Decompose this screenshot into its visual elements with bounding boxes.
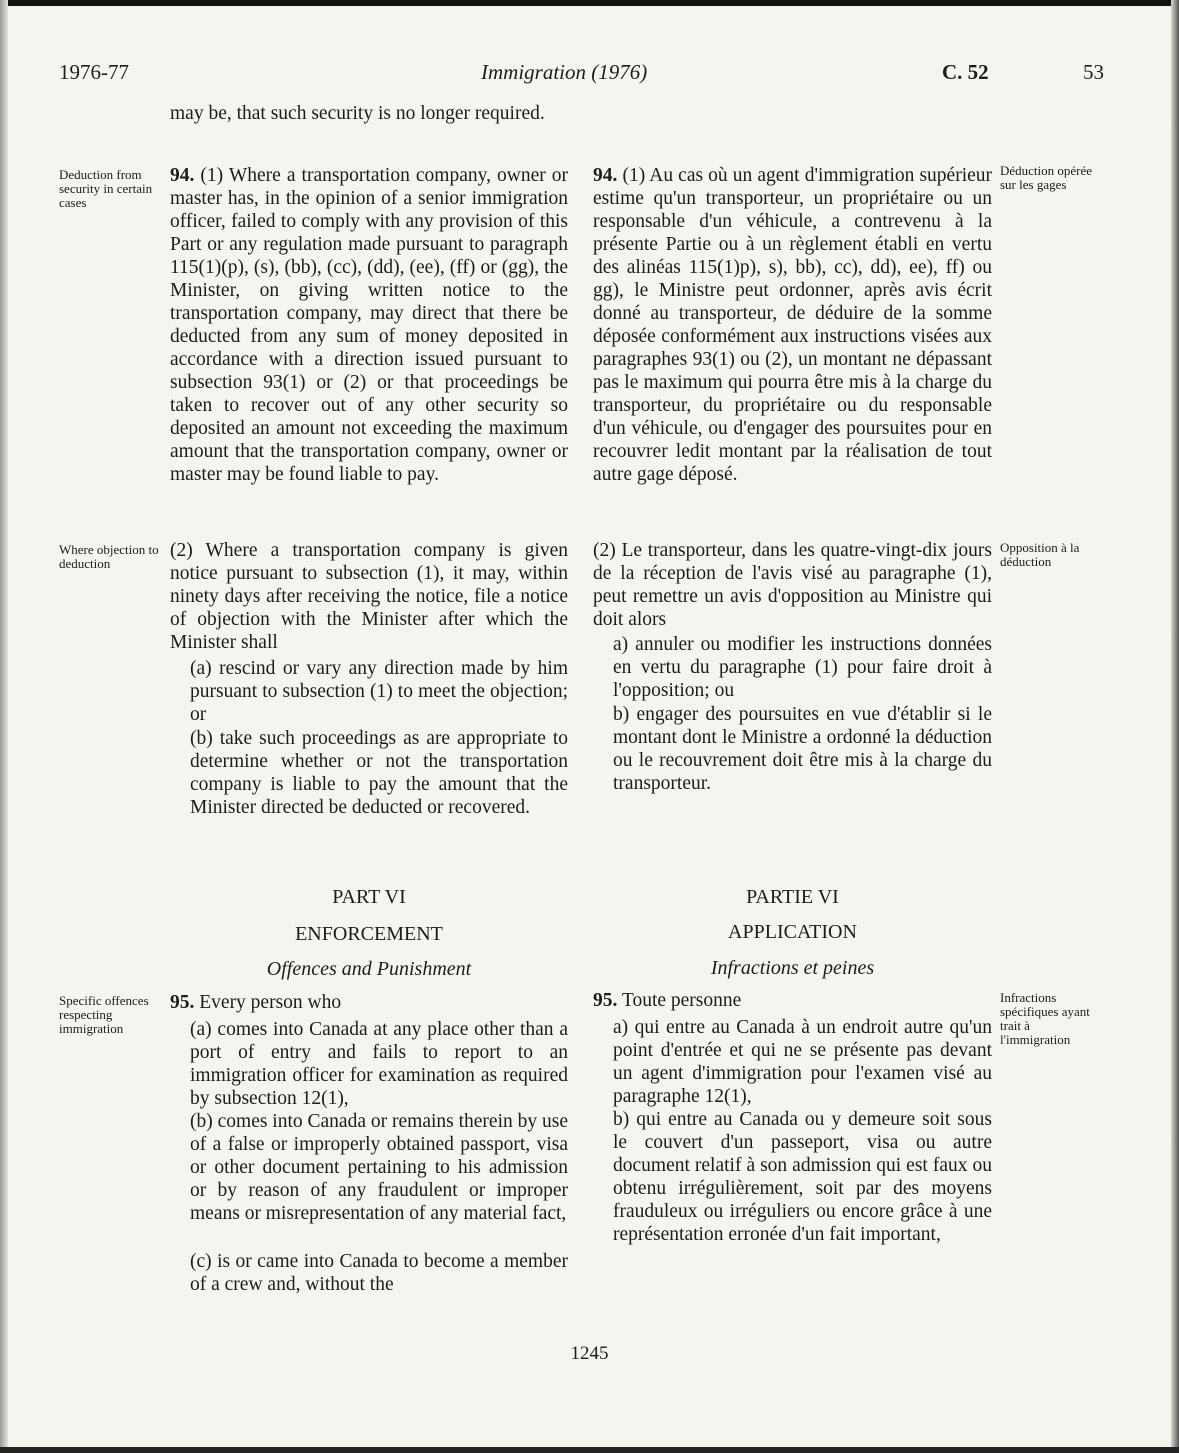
en-section-94-number: 94. <box>170 165 195 186</box>
page-edge-right <box>1171 0 1179 1453</box>
page-edge-left <box>0 0 8 1453</box>
fr-section-94-2-b: b) engager des poursuites en vue d'établir si le montant dont le Ministre a ordonné la déduction ou le recouvrement doit être mis à la charge du transporteur. <box>613 704 992 794</box>
en-subheading: Offences and Punishment <box>266 958 472 980</box>
en-section-94-2-b: (b) take such proceedings as are appropriate to determine whether or not the transportation company is liable to pay the amount that the Minister directed be deducted or recovered. <box>190 728 568 818</box>
fr-section-95-text: Toute personne <box>621 990 742 1011</box>
en-section-95-a: (a) comes into Canada at any place other than a port of entry and fails to report to an immigration officer for examination as required by subsection 12(1), <box>190 1019 568 1109</box>
fr-subheading: Infractions et peines <box>710 957 875 979</box>
fr-part-title: APPLICATION <box>728 921 857 943</box>
en-section-94-1 <box>170 164 568 486</box>
en-margin-note-94: Deduction from security in certain cases <box>59 167 153 210</box>
fr-margin-note-95: Infractions spécifiques ayant trait à l'immigration <box>1000 990 1090 1047</box>
en-section-95-number: 95. <box>170 992 195 1013</box>
fr-section-94-1 <box>593 164 992 486</box>
fr-section-94-number: 94. <box>593 165 618 186</box>
en-section-94-2-a: (a) rescind or vary any direction made by him pursuant to subsection (1) to meet the objection; or <box>190 658 568 725</box>
en-section-95-c: (c) is or came into Canada to become a member of a crew and, without the <box>190 1251 568 1295</box>
folio-page-number: 1245 <box>570 1343 609 1364</box>
running-head-year: 1976-77 <box>59 60 129 84</box>
page-edge-top <box>0 0 1179 6</box>
fr-section-95-b: b) qui entre au Canada ou y demeure soit sous le couvert d'un passeport, visa ou autre document relatif à son admission qui est faux ou obtenu irrégulièrement, soit par des moyens frauduleux ou irréguliers ou encore grâce à une représentation erronée d'un fait important, <box>613 1109 992 1245</box>
en-margin-note-95: Specific offences respecting immigration <box>59 993 149 1036</box>
fr-part-number: PARTIE VI <box>746 886 839 908</box>
running-head-chapter: C. 52 <box>942 60 989 84</box>
en-section-94-1-text: (1) Where a transportation company, owner or master has, in the opinion of a senior immigration officer, failed to comply with any provision of this Part or any regulation made pursuant to paragraph 115(1)(p), (s), (bb), (cc), (dd), (ee), (ff) or (gg), the Minister, on giving written notice to the transportation company, may direct that there be deducted from any sum of money deposited in accordance with a direction issued pursuant to subsection 93(1) or (2) or that proceedings be taken to recover out of any other security so deposited an amount not exceeding the maximum amount that the transportation company, owner or master may be found liable to pay. <box>170 165 569 485</box>
en-section-95-b: (b) comes into Canada or remains therein by use of a false or improperly obtained passport, visa or other document pertaining to his admission or by reason of any fraudulent or improper means or misrepresentation of any material fact, <box>190 1111 568 1224</box>
en-part-number: PART VI <box>332 886 406 908</box>
fr-section-95-a: a) qui entre au Canada à un endroit autre qu'un point d'entrée et qui ne se présente pas devant un agent d'immigration pour l'examen visé au paragraphe 12(1), <box>613 1017 992 1107</box>
running-head-page-number: 53 <box>1083 60 1104 84</box>
fr-margin-note-94-2: Opposition à la déduction <box>1000 540 1080 569</box>
fr-section-95 <box>593 989 992 1012</box>
en-margin-note-94-2: Where objection to deduction <box>59 542 159 571</box>
fr-section-94-1-text: (1) Au cas où un agent d'immigration supérieur estime qu'un transporteur, un propriétaire ou un responsable d'un véhicule, a contrevenu à la présente Partie ou à un règlement établi en vertu des alinéas 115(1)p), s), bb), cc), dd), ee), ff) ou gg), le Ministre peut ordonner, après avis écrit donné au transporteur, de déduire de la somme déposée conformément aux instructions visées aux paragraphes 93(1) ou (2), un montant ne dépassant pas le maximum qui pourra être mis à la charge du transporteur, du propriétaire ou du responsable d'un véhicule, ou d'engager des poursuites pour en recouvrer ledit montant par la réalisation de tout autre gage déposé. <box>593 165 993 485</box>
en-continuation-text: may be, that such security is no longer required. <box>170 103 545 124</box>
page-edge-bottom <box>0 1447 1179 1453</box>
en-section-94-2: (2) Where a transportation company is given notice pursuant to subsection (1), it may, within ninety days after receiving the notice, file a notice of objection with the Minister after which the Minister shall <box>170 540 568 653</box>
running-head-title: Immigration (1976) <box>481 60 648 84</box>
en-section-95 <box>170 991 568 1014</box>
en-section-95-text: Every person who <box>199 992 342 1013</box>
fr-margin-note-94: Déduction opérée sur les gages <box>1000 163 1093 192</box>
fr-section-94-2: (2) Le transporteur, dans les quatre-vingt-dix jours de la réception de l'avis visé au paragraphe (1), peut remettre un avis d'opposition au Ministre qui doit alors <box>593 540 992 630</box>
en-part-title: ENFORCEMENT <box>295 923 443 945</box>
fr-section-95-number: 95. <box>593 990 618 1011</box>
fr-section-94-2-a: a) annuler ou modifier les instructions données en vertu du paragraphe (1) pour faire droit à l'opposition; ou <box>613 634 992 701</box>
